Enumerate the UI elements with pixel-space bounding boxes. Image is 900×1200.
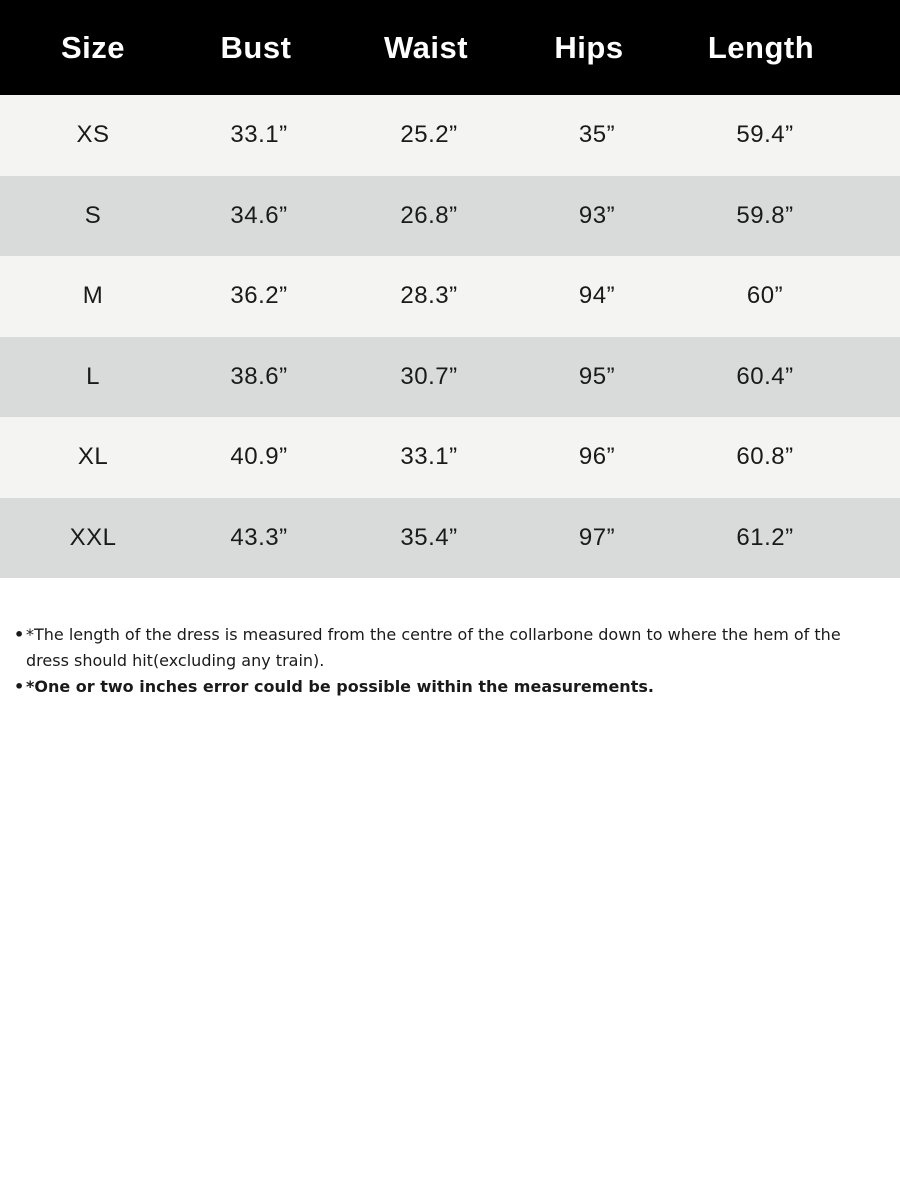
- note-length-measurement: [14, 622, 884, 674]
- measurement-notes: [14, 622, 884, 700]
- cell-size: L: [86, 362, 100, 390]
- note-error-margin: [14, 674, 884, 700]
- bullet-icon: •: [14, 625, 25, 644]
- cell-waist: 28.3”: [400, 282, 458, 310]
- cell-waist: 33.1”: [400, 443, 458, 471]
- cell-length: 61.2”: [736, 523, 794, 551]
- cell-waist: 25.2”: [400, 121, 458, 149]
- table-row: [0, 337, 900, 418]
- header-hips: Hips: [554, 29, 624, 65]
- cell-length: 60”: [746, 282, 784, 310]
- header-size: Size: [60, 29, 126, 65]
- cell-bust: 43.3”: [230, 523, 288, 551]
- table-row: [0, 95, 900, 176]
- cell-waist: 30.7”: [400, 362, 458, 390]
- cell-size: XS: [76, 121, 110, 149]
- cell-bust: 36.2”: [230, 282, 288, 310]
- note-text: *One or two inches error could be possible within the measurements.: [26, 677, 654, 696]
- cell-size: S: [84, 201, 102, 229]
- cell-bust: 40.9”: [230, 443, 288, 471]
- header-bust: Bust: [220, 29, 292, 65]
- cell-bust: 38.6”: [230, 362, 288, 390]
- cell-length: 60.8”: [736, 443, 794, 471]
- cell-length: 60.4”: [736, 362, 794, 390]
- cell-hips: 94”: [578, 282, 616, 310]
- table-row: [0, 498, 900, 579]
- cell-size: XXL: [69, 523, 117, 551]
- table-row: [0, 256, 900, 337]
- cell-hips: 96”: [578, 443, 616, 471]
- cell-bust: 34.6”: [230, 201, 288, 229]
- table-row: [0, 176, 900, 257]
- cell-bust: 33.1”: [230, 121, 288, 149]
- size-chart-table: [0, 0, 900, 578]
- cell-hips: 95”: [578, 362, 616, 390]
- table-row: [0, 417, 900, 498]
- cell-hips: 97”: [578, 523, 616, 551]
- cell-length: 59.4”: [736, 121, 794, 149]
- cell-length: 59.8”: [736, 201, 794, 229]
- cell-hips: 93”: [578, 201, 616, 229]
- cell-waist: 26.8”: [400, 201, 458, 229]
- header-length: Length: [707, 29, 815, 65]
- cell-size: XL: [77, 443, 109, 471]
- header-waist: Waist: [383, 29, 469, 65]
- cell-size: M: [82, 282, 104, 310]
- note-text: *The length of the dress is measured from the centre of the collarbone down to where the hem of the dress should hit(excluding any train).: [26, 625, 841, 670]
- table-header-row: [0, 0, 900, 95]
- cell-hips: 35”: [578, 121, 616, 149]
- bullet-icon: •: [14, 677, 25, 696]
- cell-waist: 35.4”: [400, 523, 458, 551]
